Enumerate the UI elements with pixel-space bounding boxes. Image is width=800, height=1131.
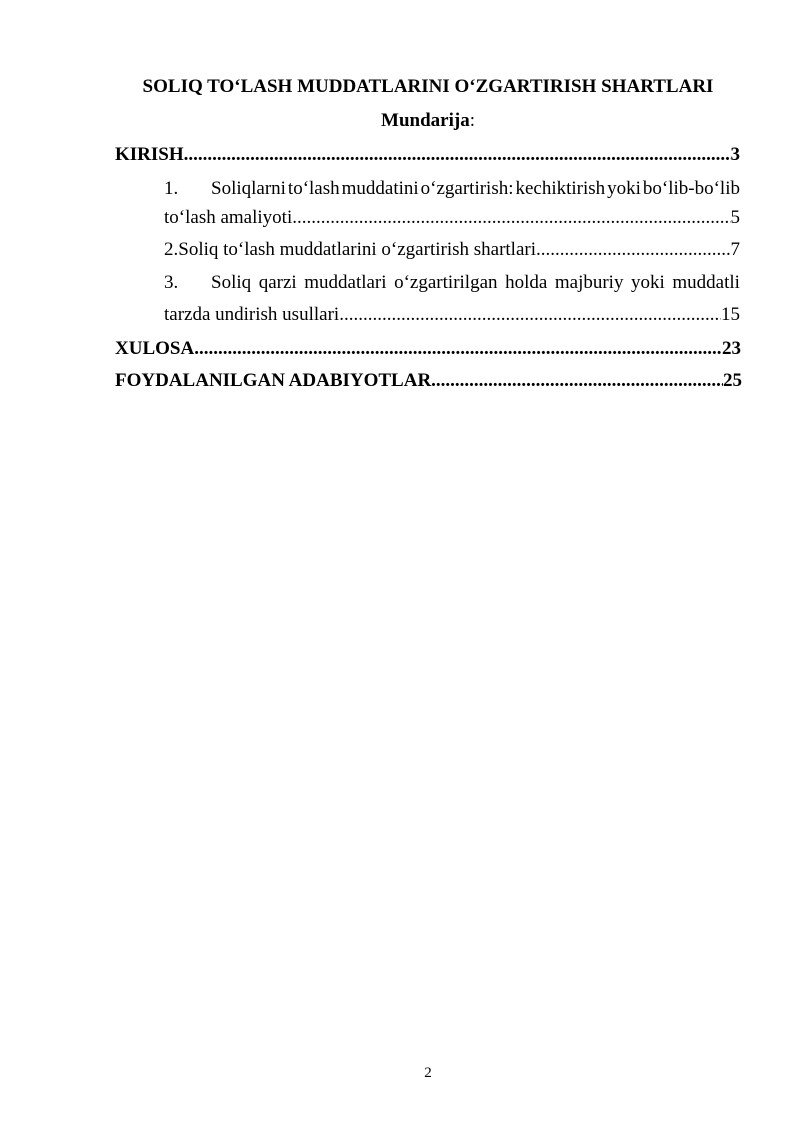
toc-entry-introduction[interactable] — [115, 142, 740, 168]
toc-entry-chapter1-line1 — [211, 176, 740, 202]
toc-word: yoki — [631, 272, 665, 293]
toc-entry-number: 1. — [164, 178, 179, 199]
toc-word: muddatlari — [304, 272, 387, 293]
toc-word: majburiy — [554, 272, 624, 293]
toc-entry-label: XULOSA — [115, 338, 195, 359]
toc-entry-chapter2[interactable] — [164, 237, 740, 263]
toc-entry-label: to‘lash amaliyoti — [164, 207, 293, 228]
toc-word: kechiktirish — [515, 178, 606, 199]
toc-entry-chapter1-continuation[interactable] — [164, 205, 740, 231]
toc-page-number: 3 — [730, 144, 740, 165]
toc-entry-references[interactable] — [115, 368, 742, 394]
toc-leader-dots — [536, 237, 730, 263]
toc-entry-label: KIRISH — [115, 144, 184, 165]
toc-entry-chapter1[interactable] — [164, 176, 740, 202]
toc-entry-label: tarzda undirish usullari — [164, 304, 340, 325]
toc-leader-dots — [339, 302, 721, 328]
toc-entry-label: Soliq to‘lash muddatlarini o‘zgartirish shartlari — [178, 239, 537, 260]
toc-leader-dots — [184, 142, 731, 168]
contents-heading-colon: : — [469, 110, 475, 131]
document-title: SOLIQ TO‘LASH MUDDATLARINI O‘ZGARTIRISH SHARTLARI — [142, 76, 714, 97]
toc-word: muddatli — [672, 272, 740, 293]
toc-leader-dots — [194, 336, 722, 362]
page-number: 2 — [424, 1065, 432, 1081]
toc-entry-conclusion[interactable] — [115, 336, 741, 362]
toc-page-number: 23 — [722, 338, 741, 359]
toc-entry-chapter3-continuation[interactable] — [164, 302, 740, 328]
toc-word: qarzi — [258, 272, 297, 293]
toc-page-number: 25 — [723, 370, 742, 391]
toc-leader-dots — [292, 205, 730, 231]
toc-entry-number: 2. — [164, 239, 179, 260]
toc-page-number: 5 — [730, 207, 740, 228]
contents-heading-text: Mundarija — [381, 110, 470, 131]
toc-entry-number: 3. — [164, 272, 179, 293]
toc-word: holda — [505, 272, 548, 293]
toc-page-number: 15 — [721, 304, 740, 325]
toc-entry-label: FOYDALANILGAN ADABIYOTLAR — [115, 370, 432, 391]
toc-word: Soliqlarni — [211, 178, 286, 199]
toc-word: bo‘lib-bo‘lib — [642, 178, 740, 199]
toc-word: muddatini — [341, 178, 419, 199]
toc-entry-chapter3-line1 — [211, 270, 740, 296]
toc-leader-dots — [431, 368, 723, 394]
toc-word: o‘zgartirilgan — [394, 272, 498, 293]
toc-word: yoki — [607, 178, 641, 199]
contents-heading — [0, 108, 800, 134]
toc-entry-chapter3[interactable] — [164, 270, 740, 296]
toc-word: to‘lash — [287, 178, 340, 199]
toc-page-number: 7 — [730, 239, 740, 260]
toc-word: o‘zgartirish: — [420, 178, 514, 199]
toc-word: Soliq — [211, 272, 252, 293]
